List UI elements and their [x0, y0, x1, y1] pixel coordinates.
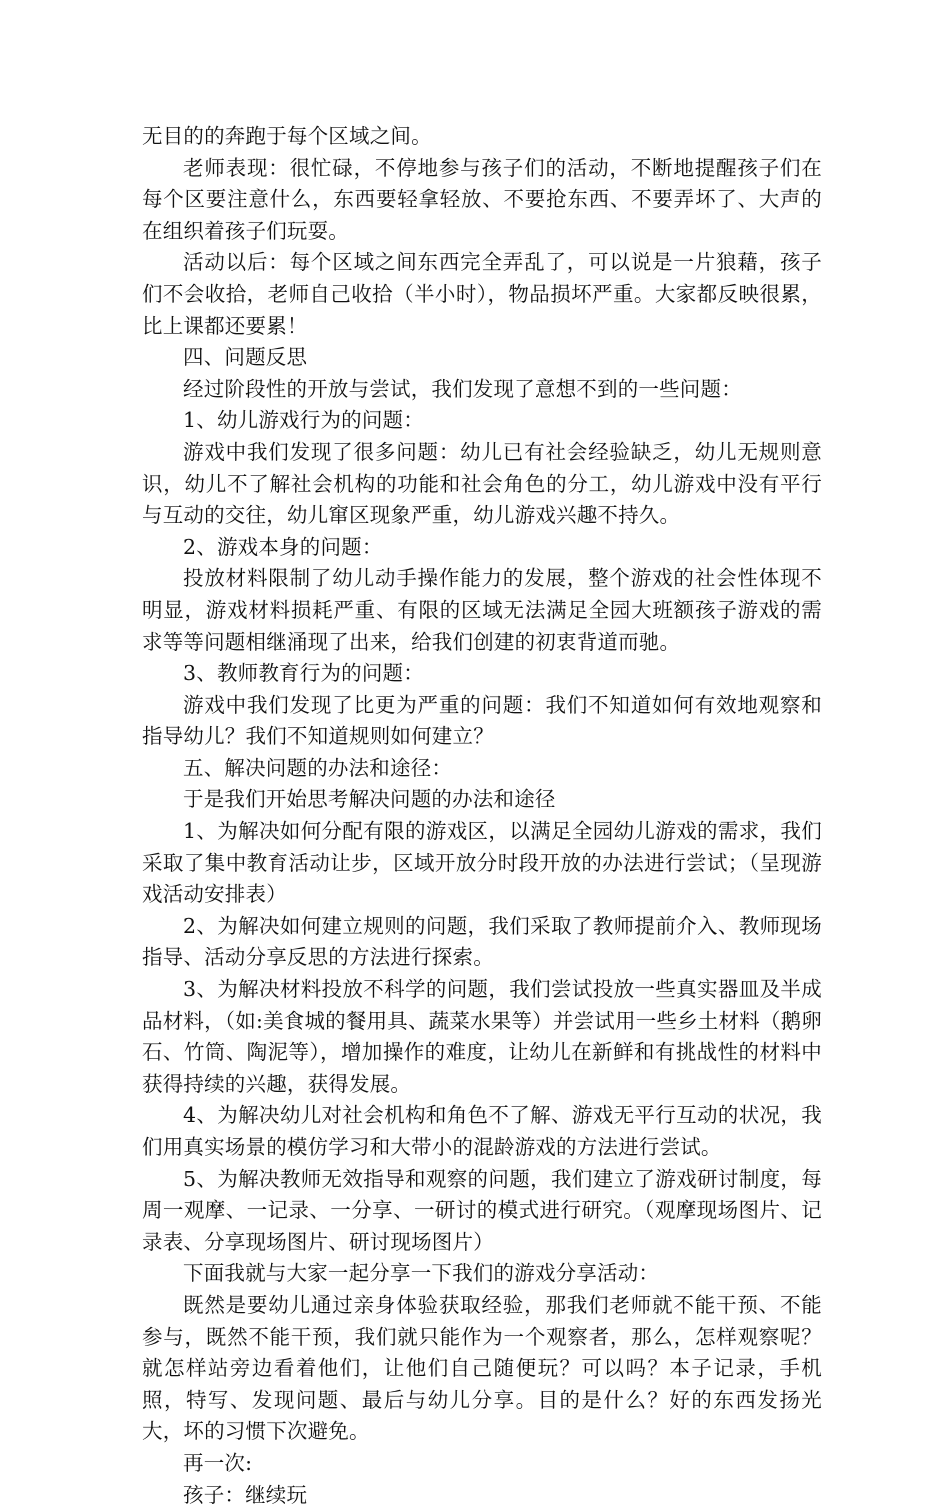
paragraph: 既然是要幼儿通过亲身体验获取经验，那我们老师就不能干预、不能参与，既然不能干预，我们就只能作为一个观察者，那么，怎样观察呢？就怎样站旁边看着他们，让他们自己随便玩？可以吗？本子记录，手机照，特写、发现问题、最后与幼儿分享。目的是什么？好的东西发扬光大，坏的习惯下次避免。: [142, 1292, 822, 1444]
section-heading: 五、解决问题的办法和途径：: [183, 755, 453, 780]
paragraph: 1、为解决如何分配有限的游戏区，以满足全园幼儿游戏的需求，我们采取了集中教育活动让步，区域开放分时段开放的办法进行尝试；（呈现游戏活动安排表）: [142, 819, 822, 907]
paragraph: 投放材料限制了幼儿动手操作能力的发展，整个游戏的社会性体现不明显，游戏材料损耗严重、有限的区域无法满足全园大班额孩子游戏的需求等等问题相继涌现了出来，给我们创建的初衷背道而驰。: [142, 566, 822, 654]
paragraph: 活动以后：每个区域之间东西完全弄乱了，可以说是一片狼藉，孩子们不会收拾，老师自己收拾（半小时），物品损坏严重。大家都反映很累，比上课都还要累！: [142, 250, 822, 338]
paragraph: 下面我就与大家一起分享一下我们的游戏分享活动：: [183, 1261, 660, 1286]
section-heading: 四、问题反思: [183, 345, 308, 370]
paragraph: 游戏中我们发现了比更为严重的问题：我们不知道如何有效地观察和指导幼儿？我们不知道规则如何建立？: [142, 692, 822, 749]
paragraph: 3、为解决材料投放不科学的问题，我们尝试投放一些真实器皿及半成品材料，（如:美食城的餐用具、蔬菜水果等）并尝试用一些乡土材料（鹅卵石、竹筒、陶泥等），增加操作的难度，让幼儿在新鲜和有挑战性的材料中获得持续的兴趣，获得发展。: [142, 977, 822, 1096]
paragraph: 游戏中我们发现了很多问题：幼儿已有社会经验缺乏，幼儿无规则意识，幼儿不了解社会机构的功能和社会角色的分工，幼儿游戏中没有平行与互动的交往，幼儿窜区现象严重，幼儿游戏兴趣不持久。: [142, 439, 822, 528]
paragraph: 4、为解决幼儿对社会机构和角色不了解、游戏无平行互动的状况，我们用真实场景的模仿学习和大带小的混龄游戏的方法进行尝试。: [142, 1103, 822, 1159]
paragraph: 5、为解决教师无效指导和观察的问题，我们建立了游戏研讨制度，每周一观摩、一记录、一分享、一研讨的模式进行研究。（观摩现场图片、记录表、分享现场图片、研讨现场图片）: [142, 1166, 822, 1254]
paragraph: 再一次:: [183, 1450, 253, 1475]
paragraph: 无目的的奔跑于每个区域之间。: [142, 124, 432, 148]
paragraph: 孩子：继续玩: [183, 1482, 308, 1507]
document-body: [142, 121, 822, 1511]
paragraph: 2、为解决如何建立规则的问题，我们采取了教师提前介入、教师现场指导、活动分享反思的方法进行探索。: [142, 913, 822, 970]
subsection-heading: 3、教师教育行为的问题：: [183, 661, 424, 686]
paragraph: 老师表现：很忙碌，不停地参与孩子们的活动，不断地提醒孩子们在每个区要注意什么，东西要轻拿轻放、不要抢东西、不要弄坏了、大声的在组织着孩子们玩耍。: [142, 155, 822, 243]
subsection-heading: 2、游戏本身的问题：: [183, 534, 383, 559]
paragraph: 于是我们开始思考解决问题的办法和途径: [183, 787, 556, 812]
subsection-heading: 1、幼儿游戏行为的问题：: [183, 408, 424, 433]
paragraph: 经过阶段性的开放与尝试，我们发现了意想不到的一些问题：: [183, 376, 742, 401]
